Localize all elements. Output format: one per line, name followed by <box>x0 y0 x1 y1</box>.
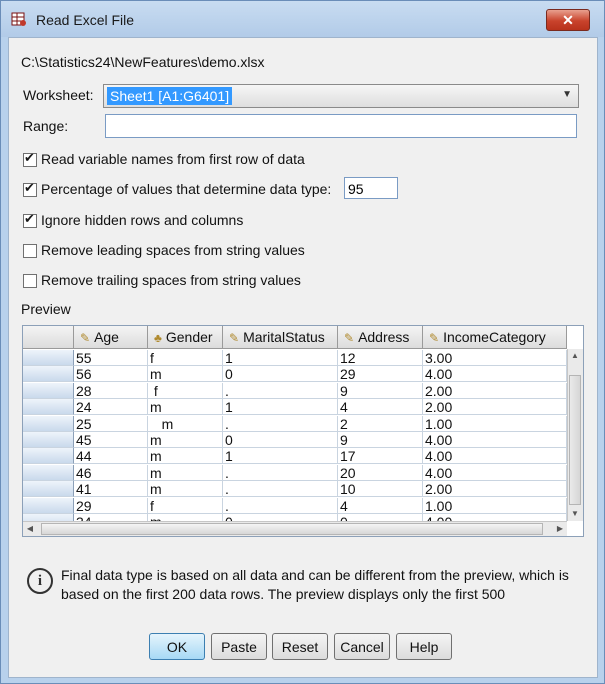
dropdown-arrow-icon[interactable]: ▼ <box>562 89 572 100</box>
table-row[interactable] <box>23 399 571 415</box>
row-header[interactable] <box>23 498 74 514</box>
remove-trailing-spaces-label[interactable]: Remove trailing spaces from string values <box>41 272 301 288</box>
row-header[interactable] <box>23 448 74 464</box>
table-cell[interactable]: 1 <box>223 399 338 415</box>
table-cell[interactable]: 0 <box>223 366 338 382</box>
table-cell[interactable]: 24 <box>74 399 148 415</box>
table-row[interactable] <box>23 481 571 497</box>
table-cell[interactable]: 2.00 <box>423 399 567 415</box>
table-row[interactable] <box>23 416 571 432</box>
vertical-scroll-thumb[interactable] <box>569 375 581 505</box>
remove-leading-spaces-checkbox[interactable] <box>23 244 37 258</box>
ignore-hidden-checkbox[interactable] <box>23 211 37 228</box>
table-cell[interactable]: 25 <box>74 416 148 432</box>
row-header[interactable] <box>23 481 74 497</box>
table-cell[interactable]: 2.00 <box>423 383 567 399</box>
row-header[interactable] <box>23 366 74 382</box>
table-cell[interactable]: m <box>148 481 223 497</box>
table-cell[interactable]: 45 <box>74 432 148 448</box>
paste-button[interactable]: Paste <box>211 633 267 660</box>
cancel-button[interactable]: Cancel <box>334 633 390 660</box>
table-row[interactable] <box>23 366 571 382</box>
table-row[interactable] <box>23 350 571 366</box>
table-cell[interactable]: . <box>223 383 338 399</box>
column-header-incomecategory[interactable]: ✎ IncomeCategory <box>423 326 567 349</box>
ignore-hidden-label[interactable]: Ignore hidden rows and columns <box>41 212 244 228</box>
table-cell[interactable]: m <box>148 432 223 448</box>
corner-header <box>23 326 74 349</box>
table-cell[interactable]: 17 <box>338 448 423 464</box>
table-row[interactable] <box>23 383 571 399</box>
table-cell[interactable]: 41 <box>74 481 148 497</box>
table-cell[interactable]: 9 <box>338 432 423 448</box>
table-row[interactable] <box>23 465 571 481</box>
worksheet-label: Worksheet: <box>23 87 94 103</box>
table-cell[interactable]: . <box>223 498 338 514</box>
table-cell[interactable]: 4.00 <box>423 465 567 481</box>
percentage-checkbox[interactable] <box>23 180 37 197</box>
table-cell[interactable]: 2 <box>338 416 423 432</box>
table-cell[interactable]: 12 <box>338 350 423 366</box>
worksheet-dropdown[interactable] <box>103 84 579 108</box>
column-header-maritalstatus[interactable]: ✎ MaritalStatus <box>223 326 338 349</box>
checkmark-icon: ✔ <box>24 211 35 226</box>
dialog-body <box>8 37 598 678</box>
ruler-icon: ✎ <box>229 331 240 345</box>
remove-leading-spaces-label[interactable]: Remove leading spaces from string values <box>41 242 305 258</box>
row-header[interactable] <box>23 399 74 415</box>
table-cell[interactable]: m <box>148 366 223 382</box>
range-input[interactable] <box>105 114 577 138</box>
table-cell[interactable]: . <box>223 481 338 497</box>
table-cell[interactable]: 4 <box>338 498 423 514</box>
column-header-gender[interactable]: ♣ Gender <box>148 326 223 349</box>
vertical-scrollbar[interactable] <box>567 349 583 521</box>
table-cell[interactable]: 4.00 <box>423 448 567 464</box>
scroll-right-icon[interactable]: ▶ <box>553 522 567 536</box>
checkmark-icon: ✔ <box>24 180 35 195</box>
ok-button[interactable]: OK <box>149 633 205 660</box>
row-header[interactable] <box>23 432 74 448</box>
ruler-icon: ✎ <box>344 331 355 345</box>
row-header[interactable] <box>23 465 74 481</box>
read-variable-names-checkbox[interactable] <box>23 150 37 167</box>
horizontal-scroll-thumb[interactable] <box>41 523 543 535</box>
checkmark-icon: ✔ <box>24 150 35 165</box>
table-cell[interactable]: 29 <box>338 366 423 382</box>
close-button[interactable]: ✕ <box>546 9 590 31</box>
spss-table-icon <box>11 11 27 27</box>
table-cell[interactable]: 1.00 <box>423 498 567 514</box>
info-icon: i <box>27 568 53 594</box>
table-cell[interactable]: 4.00 <box>423 366 567 382</box>
ruler-icon: ✎ <box>429 331 440 345</box>
table-cell[interactable]: 56 <box>74 366 148 382</box>
preview-label: Preview <box>21 301 71 317</box>
table-cell[interactable]: 4 <box>338 399 423 415</box>
scroll-up-icon[interactable]: ▲ <box>568 349 582 363</box>
file-path: C:\Statistics24\NewFeatures\demo.xlsx <box>21 54 265 70</box>
table-cell[interactable]: m <box>148 448 223 464</box>
table-cell[interactable]: 29 <box>74 498 148 514</box>
title-bar[interactable] <box>1 1 604 37</box>
table-cell[interactable]: 10 <box>338 481 423 497</box>
table-cell[interactable]: 9 <box>338 383 423 399</box>
range-label: Range: <box>23 118 69 134</box>
table-cell[interactable]: 28 <box>74 383 148 399</box>
table-cell[interactable]: f <box>148 383 223 399</box>
table-row[interactable] <box>23 432 571 448</box>
table-cell[interactable]: . <box>223 416 338 432</box>
ruler-icon: ✎ <box>80 331 91 345</box>
table-cell[interactable]: f <box>148 350 223 366</box>
percentage-label[interactable]: Percentage of values that determine data type: <box>41 181 332 197</box>
row-header[interactable] <box>23 350 74 366</box>
reset-button[interactable]: Reset <box>272 633 328 660</box>
table-cell[interactable]: 46 <box>74 465 148 481</box>
table-cell[interactable]: 4.00 <box>423 432 567 448</box>
remove-trailing-spaces-checkbox[interactable] <box>23 274 37 288</box>
row-header[interactable] <box>23 383 74 399</box>
info-message: Final data type is based on all data and can be different from the preview, which is based on the first 200 data rows. The preview displays only the first 500 <box>61 567 569 602</box>
table-cell[interactable]: 0 <box>223 432 338 448</box>
table-cell[interactable]: 44 <box>74 448 148 464</box>
window-title: Read Excel File <box>36 12 135 28</box>
table-cell[interactable]: 1 <box>223 448 338 464</box>
preview-grid[interactable] <box>22 325 584 537</box>
table-cell[interactable]: 1.00 <box>423 416 567 432</box>
table-row[interactable] <box>23 498 571 514</box>
read-variable-names-label[interactable]: Read variable names from first row of data <box>41 151 305 167</box>
table-cell[interactable]: m <box>148 416 223 432</box>
table-cell[interactable]: 3.00 <box>423 350 567 366</box>
table-row[interactable] <box>23 448 571 464</box>
help-button[interactable]: Help <box>396 633 452 660</box>
table-cell[interactable]: m <box>148 465 223 481</box>
table-cell[interactable]: m <box>148 399 223 415</box>
row-header[interactable] <box>23 416 74 432</box>
percentage-input[interactable]: 95 <box>344 177 398 199</box>
table-cell[interactable]: 55 <box>74 350 148 366</box>
column-header-age[interactable]: ✎ Age <box>74 326 148 349</box>
horizontal-scrollbar[interactable] <box>23 521 567 536</box>
scroll-left-icon[interactable]: ◀ <box>23 522 37 536</box>
column-header-address[interactable]: ✎ Address <box>338 326 423 349</box>
table-cell[interactable]: 20 <box>338 465 423 481</box>
table-cell[interactable]: 2.00 <box>423 481 567 497</box>
worksheet-selected-value: Sheet1 [A1:G6401] <box>107 87 232 105</box>
scroll-down-icon[interactable]: ▼ <box>568 507 582 521</box>
nominal-icon: ♣ <box>154 331 162 345</box>
table-cell[interactable]: f <box>148 498 223 514</box>
table-cell[interactable]: . <box>223 465 338 481</box>
table-cell[interactable]: 1 <box>223 350 338 366</box>
